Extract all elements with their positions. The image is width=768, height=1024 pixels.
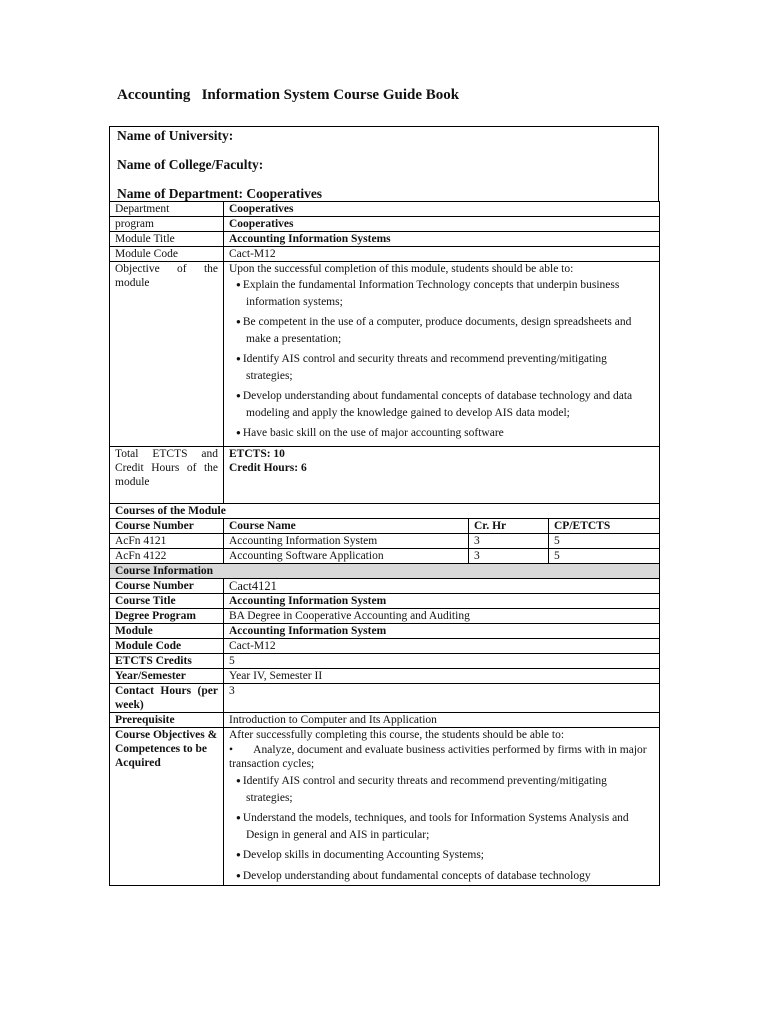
document-header-box [109, 126, 659, 201]
list-item: ● Develop understanding about fundamental concepts of database technology and data modeling and apply the knowledge gained to develop AIS data model; [234, 388, 654, 421]
module-code-value: Cact-M12 [224, 247, 660, 262]
department-name-label: Name of Department: Cooperatives [117, 186, 323, 201]
list-item: ● Develop skills in documenting Accounting Systems; [234, 847, 654, 864]
program-value: Cooperatives [224, 217, 660, 232]
module-row [110, 624, 660, 639]
program-row [110, 217, 660, 232]
module-objective-list [229, 277, 654, 442]
module-title-label: Module Title [110, 232, 224, 247]
course-objectives-intro: After successfully completing this course, the students should be able to: [229, 729, 565, 741]
year-semester-label: Year/Semester [110, 669, 224, 684]
etcts-credits-value: 5 [224, 654, 660, 669]
department-row [110, 202, 660, 217]
contact-hours-label: Contact Hours (per week) [110, 684, 224, 713]
course-info-section-row [110, 564, 660, 579]
list-item: ● Explain the fundamental Information Technology concepts that underpin business information systems; [234, 277, 654, 310]
course-objectives-row [110, 728, 660, 886]
table-row [110, 534, 660, 549]
total-credits-label: Total ETCTS and Credit Hours of the module [110, 447, 224, 504]
year-semester-row [110, 669, 660, 684]
objective-label: Objective of the module [110, 262, 224, 447]
etcts-credits-label: ETCTS Credits [110, 654, 224, 669]
credit-hour-cell: 3 [469, 549, 549, 564]
table-row [110, 549, 660, 564]
module-title-value: Accounting Information Systems [224, 232, 660, 247]
bullet-icon: • [229, 744, 254, 756]
objective-content [224, 262, 660, 447]
credit-hour-header: Cr. Hr [469, 519, 549, 534]
contact-hours-value: 3 [224, 684, 660, 713]
etcts-credits-row [110, 654, 660, 669]
year-semester-value: Year IV, Semester II [224, 669, 660, 684]
module-title-row [110, 232, 660, 247]
list-item: ● Understand the models, techniques, and tools for Information Systems Analysis and Design in general and AIS in particular; [234, 810, 654, 843]
module-label: Module [110, 624, 224, 639]
degree-program-row [110, 609, 660, 624]
course-name-cell: Accounting Software Application [224, 549, 469, 564]
course-objectives-content [224, 728, 660, 886]
cp-etcts-cell: 5 [549, 534, 660, 549]
course-module-code-row [110, 639, 660, 654]
course-number-value: Cact4121 [224, 579, 660, 594]
list-item: ● Have basic skill on the use of major accounting software [234, 425, 654, 442]
department-label: Department [110, 202, 224, 217]
university-name-label: Name of University: [117, 128, 234, 143]
course-number-header: Course Number [110, 519, 224, 534]
course-title-label: Course Title [110, 594, 224, 609]
module-value: Accounting Information System [224, 624, 660, 639]
courses-header-row [110, 519, 660, 534]
credit-hour-cell: 3 [469, 534, 549, 549]
course-number-label: Course Number [110, 579, 224, 594]
courses-section-heading: Courses of the Module [110, 504, 660, 519]
course-title-row [110, 594, 660, 609]
course-objectives-label: Course Objectives & Competences to be Acquired [110, 728, 224, 886]
module-code-label: Module Code [110, 247, 224, 262]
courses-section-row [110, 504, 660, 519]
objective-intro: Upon the successful completion of this module, students should be able to: [229, 263, 574, 275]
prerequisite-value: Introduction to Computer and Its Application [224, 713, 660, 728]
program-label: program [110, 217, 224, 232]
course-title-value: Accounting Information System [224, 594, 660, 609]
course-number-cell: AcFn 4121 [110, 534, 224, 549]
cp-etcts-cell: 5 [549, 549, 660, 564]
prerequisite-row [110, 713, 660, 728]
cp-etcts-header: CP/ETCTS [549, 519, 660, 534]
module-code-row [110, 247, 660, 262]
course-objective-first [229, 743, 654, 771]
department-value: Cooperatives [224, 202, 660, 217]
objective-row [110, 262, 660, 447]
course-objective-list [229, 773, 654, 885]
total-credits-value [224, 447, 660, 504]
list-item: ● Identify AIS control and security threats and recommend preventing/mitigating strategies; [234, 773, 654, 806]
total-credits-row [110, 447, 660, 504]
degree-program-label: Degree Program [110, 609, 224, 624]
college-name-label: Name of College/Faculty: [117, 157, 264, 172]
course-name-cell: Accounting Information System [224, 534, 469, 549]
prerequisite-label: Prerequisite [110, 713, 224, 728]
course-module-code-value: Cact-M12 [224, 639, 660, 654]
credit-hours-value: Credit Hours: 6 [229, 462, 307, 474]
course-module-code-label: Module Code [110, 639, 224, 654]
list-item: ● Identify AIS control and security threats and recommend preventing/mitigating strategies; [234, 351, 654, 384]
etcts-value: ETCTS: 10 [229, 448, 285, 460]
degree-program-value: BA Degree in Cooperative Accounting and Auditing [224, 609, 660, 624]
course-info-section-heading: Course Information [110, 564, 660, 579]
contact-hours-row [110, 684, 660, 713]
document-title: Accounting Information System Course Guide Book [117, 87, 460, 103]
course-number-row [110, 579, 660, 594]
course-name-header: Course Name [224, 519, 469, 534]
course-guide-table [109, 201, 660, 886]
course-number-cell: AcFn 4122 [110, 549, 224, 564]
list-item: ● Develop understanding about fundamental concepts of database technology [234, 868, 654, 885]
course-objective-first-text: Analyze, document and evaluate business activities performed by firms with in major transaction cycles; [229, 744, 647, 770]
list-item: ● Be competent in the use of a computer, produce documents, design spreadsheets and make a presentation; [234, 314, 654, 347]
